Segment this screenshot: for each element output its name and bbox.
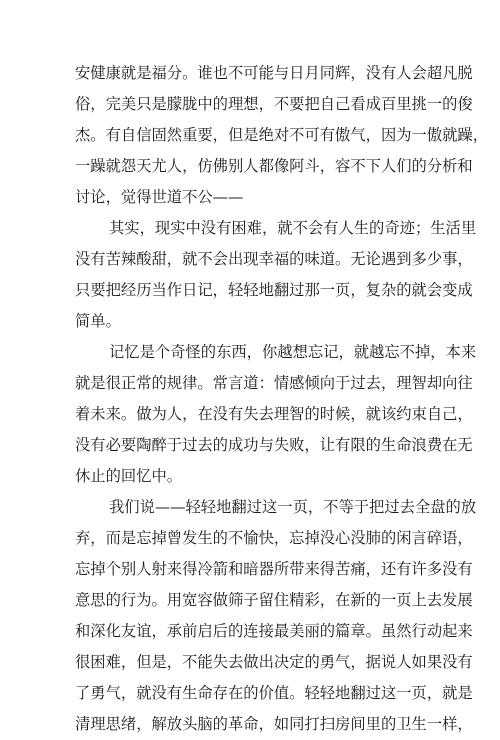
text-line: 休止的回忆中。	[75, 467, 183, 485]
text-line: 简单。	[75, 312, 121, 330]
text-line: 讨论，觉得世道不公——	[75, 188, 244, 206]
text-line: 就是很正常的规律。常言道：情感倾向于过去，理智却向往	[75, 374, 473, 392]
text-line: 和深化友谊，承前启后的连接最美丽的篇章。虽然行动起来	[75, 622, 473, 640]
text-line: 俗，完美只是朦胧中的理想，不要把自己看成百里挑一的俊	[75, 95, 473, 113]
text-line: 弃，而是忘掉曾发生的不愉快，忘掉没心没肺的闲言碎语，	[75, 529, 473, 547]
text-line: 其实，现实中没有困难，就不会有人生的奇迹；生活里	[109, 219, 477, 237]
text-line: 没有必要陶醉于过去的成功与失败，让有限的生命浪费在无	[75, 436, 473, 454]
text-line: 安健康就是福分。谁也不可能与日月同辉，没有人会超凡脱	[75, 64, 473, 82]
text-line: 忘掉个别人射来得冷箭和暗器所带来得苦痛，还有许多没有	[75, 560, 473, 578]
text-line: 了勇气，就没有生命存在的价值。轻轻地翻过这一页，就是	[75, 684, 473, 702]
text-line: 只要把经历当作日记，轻轻地翻过那一页，复杂的就会变成	[75, 281, 473, 299]
text-line: 很困难，但是，不能失去做出决定的勇气，据说人如果没有	[75, 653, 473, 671]
text-line: 一躁就怨天尤人，仿佛别人都像阿斗，容不下人们的分析和	[75, 157, 473, 175]
text-line: 清理思绪，解放头脑的革命，如同打扫房间里的卫生一样，	[75, 715, 473, 733]
text-line: 我们说——轻轻地翻过这一页，不等于把过去全盘的放	[109, 498, 477, 516]
text-line: 意思的行为。用宽容做筛子留住精彩，在新的一页上去发展	[75, 591, 473, 609]
text-line: 记忆是个奇怪的东西，你越想忘记，就越忘不掉，本来	[109, 343, 477, 361]
text-line: 着未来。做为人，在没有失去理智的时候，就该约束自己，	[75, 405, 473, 423]
text-line: 没有苦辣酸甜，就不会出现幸福的味道。无论遇到多少事，	[75, 250, 473, 268]
text-line: 杰。有自信固然重要，但是绝对不可有傲气，因为一傲就躁，	[75, 126, 489, 144]
body-text	[75, 58, 489, 740]
